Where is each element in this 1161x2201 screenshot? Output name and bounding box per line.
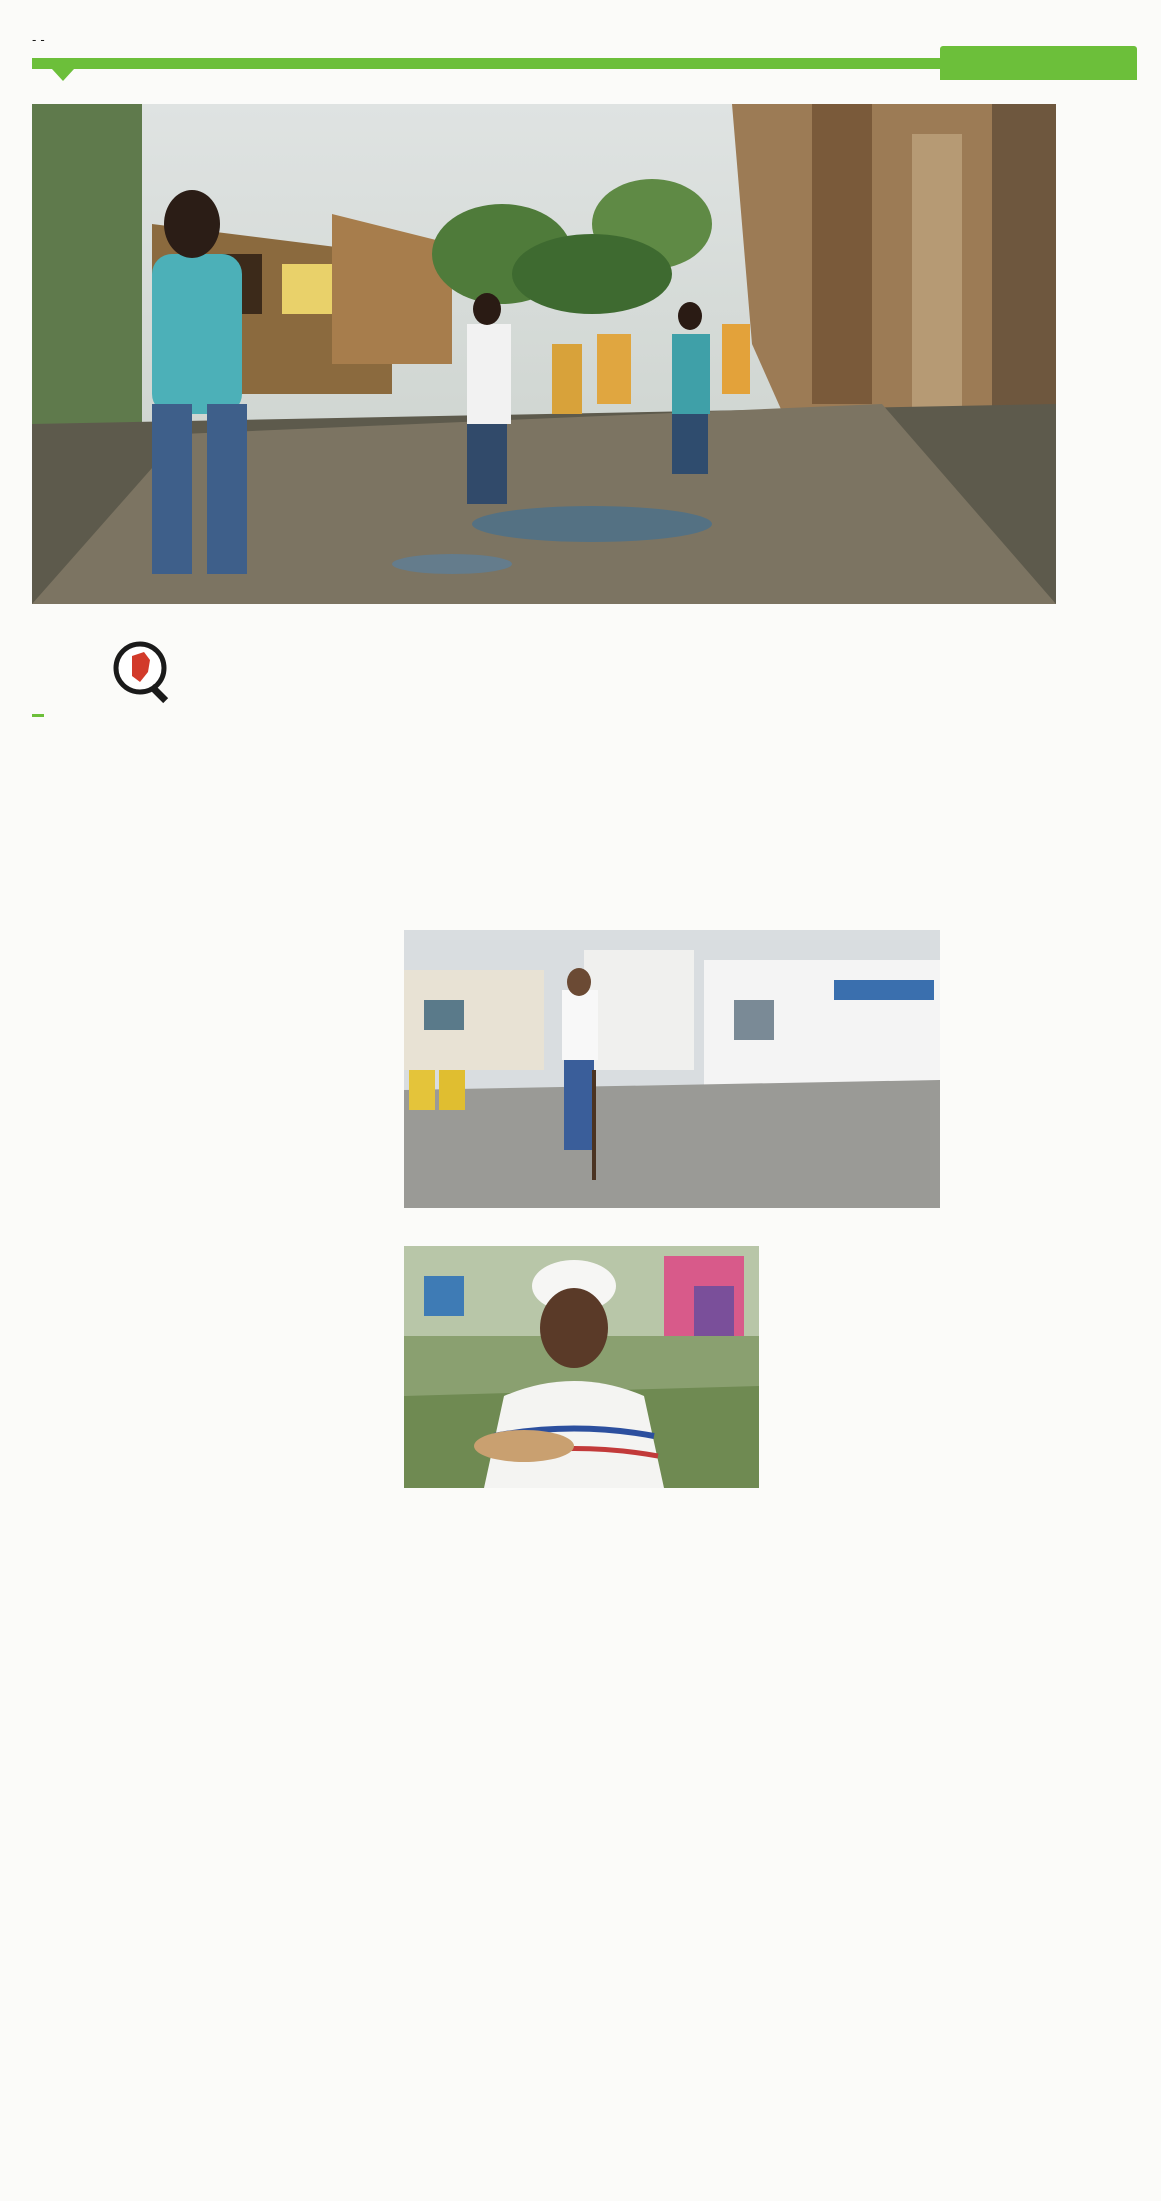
map-pin-icon: [110, 640, 174, 704]
alba-photo: [404, 1246, 759, 1488]
section-notch: [52, 69, 74, 81]
main-photo: [32, 104, 1056, 604]
column-4: [588, 1528, 760, 1534]
main-photo-caption: [32, 606, 1056, 622]
series-logo: [32, 640, 212, 765]
otto-photo: [404, 930, 940, 1208]
factbox: [222, 1972, 392, 1980]
section-tab: [940, 46, 1137, 80]
logo-line2: [32, 714, 44, 717]
header-line: - -: [32, 32, 45, 47]
